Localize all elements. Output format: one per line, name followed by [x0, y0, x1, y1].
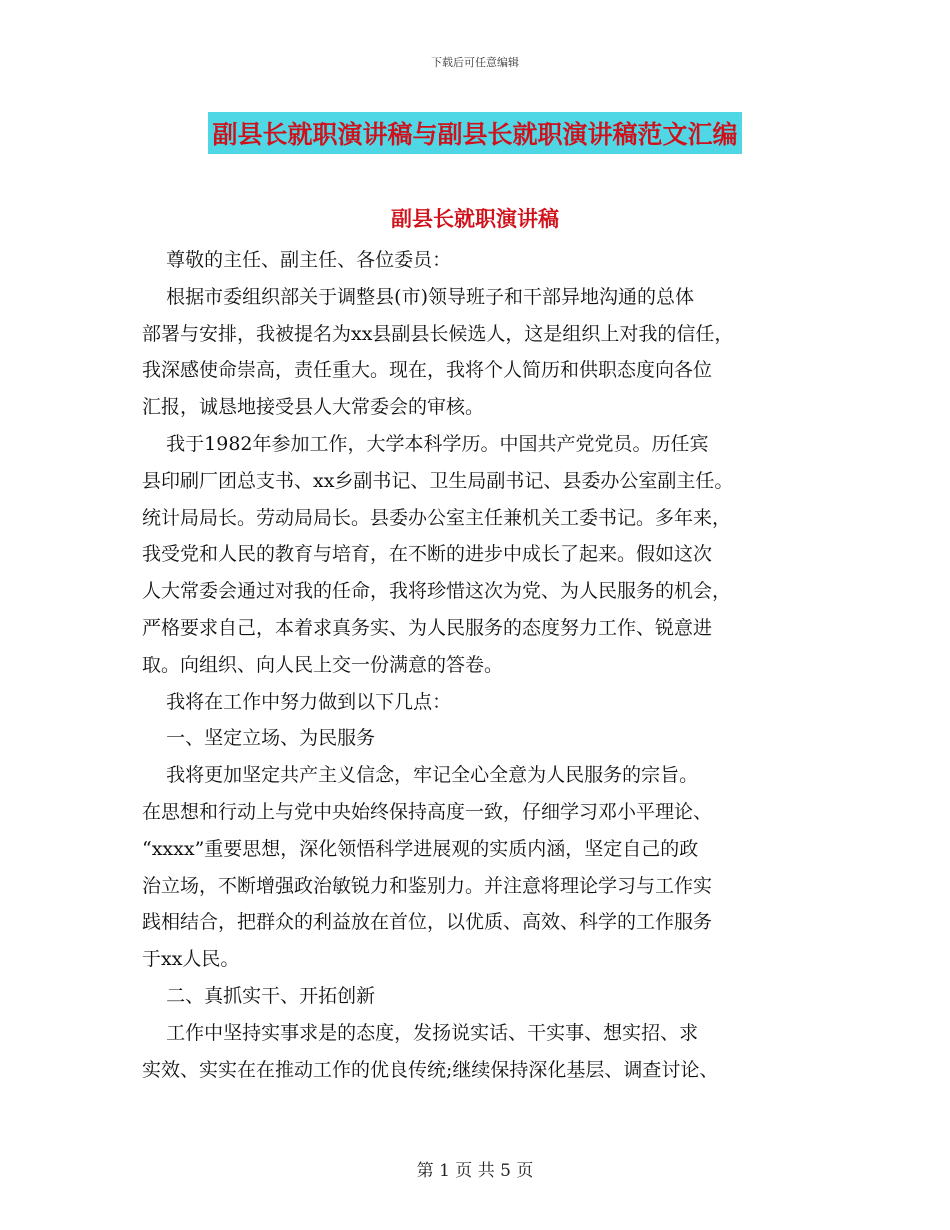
body-line: 汇报，诚恳地接受县人大常委会的审核。: [142, 396, 485, 419]
document-title-container: [0, 112, 950, 154]
body-line: 人大常委会通过对我的任命，我将珍惜这次为党、为人民服务的机会，: [142, 580, 732, 603]
body-line: 于xx人民。: [142, 948, 240, 971]
body-line: 统计局局长。劳动局局长。县委办公室主任兼机关工委书记。多年来，: [142, 506, 732, 529]
body-line: 我深感使命崇高，责任重大。现在，我将个人简历和供职态度向各位: [142, 359, 713, 382]
body-line: 实效、实实在在推动工作的优良传统;继续保持深化基层、调查讨论、: [142, 1058, 719, 1081]
body-line: 二、真抓实干、开拓创新: [142, 984, 376, 1007]
body-line: 践相结合，把群众的利益放在首位，以优质、高效、科学的工作服务: [142, 911, 713, 934]
body-line: 工作中坚持实事求是的态度，发扬说实话、干实事、想实招、求: [142, 1021, 699, 1044]
body-line: 治立场，不断增强政治敏锐力和鉴别力。并注意将理论学习与工作实: [142, 874, 713, 897]
body-line: 我于1982年参加工作，大学本科学历。中国共产党党员。历任宾: [142, 432, 709, 455]
document-title: 副县长就职演讲稿与副县长就职演讲稿范文汇编: [208, 112, 741, 154]
body-line: 一、坚定立场、为民服务: [142, 727, 376, 750]
body-line: 县印刷厂团总支书、xx乡副书记、卫生局副书记、县委办公室副主任。: [142, 469, 734, 492]
body-line: 根据市委组织部关于调整县(市)领导班子和干部异地沟通的总体: [142, 285, 694, 308]
body-line: “xxxx”重要思想，深化领悟科学进展观的实质内涵，坚定自己的政: [142, 837, 699, 860]
body-line: 在思想和行动上与党中央始终保持高度一致，仔细学习邓小平理论、: [142, 800, 713, 823]
body-line: 我受党和人民的教育与培育，在不断的进步中成长了起来。假如这次: [142, 543, 713, 566]
body-text: [142, 242, 810, 1088]
body-line: 取。向组织、向人民上交一份满意的答卷。: [142, 653, 504, 676]
header-note: 下载后可任意编辑: [431, 56, 519, 69]
body-line: 我将在工作中努力做到以下几点：: [142, 690, 452, 713]
body-line: 严格要求自己，本着求真务实、为人民服务的态度努力工作、锐意进: [142, 616, 713, 639]
body-line: 部署与安排，我被提名为xx县副县长候选人，这是组织上对我的信任，: [142, 322, 734, 345]
section-title: 副县长就职演讲稿: [391, 207, 559, 231]
body-line: 我将更加坚定共产主义信念，牢记全心全意为人民服务的宗旨。: [142, 764, 699, 787]
body-line: 尊敬的主任、副主任、各位委员：: [142, 249, 452, 271]
page-footer: 第 1 页 共 5 页: [416, 1161, 534, 1181]
